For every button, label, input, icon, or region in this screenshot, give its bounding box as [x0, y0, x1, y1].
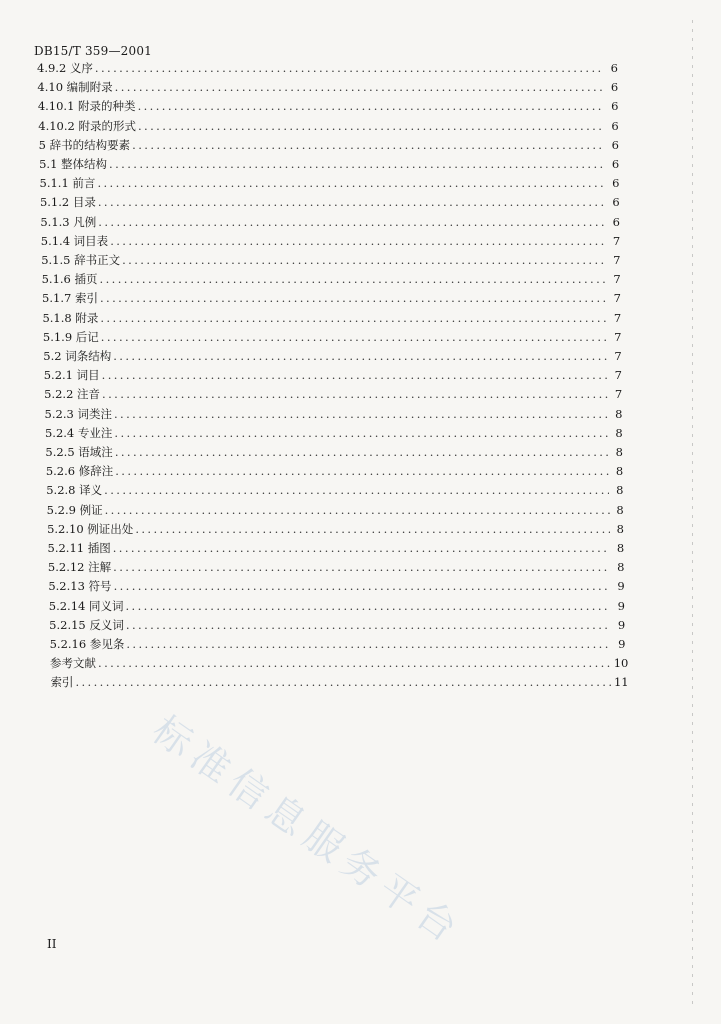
toc-entry-page: 8 [615, 445, 623, 459]
toc-dot-leader [101, 329, 608, 345]
toc-dot-leader [114, 406, 609, 422]
toc-dot-leader [113, 540, 611, 556]
toc-dot-leader [75, 674, 612, 690]
toc-dot-leader [122, 252, 606, 268]
toc-entry [46, 482, 623, 498]
toc-entry-page: 6 [611, 137, 619, 152]
toc-entry-page: 9 [617, 579, 625, 594]
toc-entry-title: 5.2.12 注解 [47, 560, 112, 575]
toc-entry [44, 386, 622, 402]
toc-entry-title: 5.1.2 目录 [39, 195, 96, 210]
toc-entry-page: 9 [618, 637, 626, 651]
toc-entry [41, 233, 620, 249]
toc-dot-leader [132, 137, 605, 153]
toc-entry [48, 540, 625, 556]
toc-entry-page: 7 [613, 310, 622, 325]
toc-entry [50, 655, 629, 671]
toc-dot-leader [114, 425, 608, 441]
toc-dot-leader [102, 367, 608, 383]
toc-entry-page: 6 [611, 157, 620, 171]
toc-dot-leader [126, 617, 611, 633]
toc-entry [42, 290, 621, 306]
toc-dot-leader [100, 271, 607, 287]
page-number-footer: II [47, 937, 57, 951]
toc-entry [38, 98, 619, 114]
toc-entry-page: 8 [615, 425, 623, 440]
toc-entry-title: 5.1 整体结构 [39, 157, 108, 171]
toc-entry [50, 674, 629, 690]
toc-entry-page: 8 [615, 464, 624, 479]
toc-dot-leader [100, 310, 607, 326]
toc-entry-page: 7 [613, 291, 621, 306]
toc-entry-title: 5.2.16 参见条 [49, 637, 125, 651]
toc-entry-page: 7 [614, 387, 623, 402]
toc-entry-page: 6 [612, 214, 620, 229]
toc-entry [48, 578, 624, 594]
toc-dot-leader [95, 60, 604, 76]
toc-entry-title: 4.10 编制附录 [37, 80, 113, 95]
toc-entry-page: 6 [611, 99, 619, 114]
toc-dot-leader [126, 636, 611, 652]
toc-dot-leader [100, 290, 607, 306]
toc-entry-title: 4.9.2 义序 [37, 61, 93, 75]
toc-entry-title: 5 辞书的结构要素 [38, 137, 131, 152]
toc-entry [37, 79, 618, 95]
toc-entry-page: 7 [614, 349, 622, 363]
toc-entry-title: 5.1.6 插页 [41, 272, 98, 287]
toc-entry-title: 5.2.9 例证 [46, 502, 103, 517]
toc-entry-page: 7 [612, 233, 621, 248]
document-code-header: DB15/T 359—2001 [34, 44, 153, 58]
toc-dot-leader [110, 233, 606, 249]
toc-entry-title: 5.1.5 辞书正文 [41, 253, 121, 267]
toc-dot-leader [115, 79, 605, 95]
toc-entry [42, 271, 621, 287]
toc-entry-title: 5.2.3 词类注 [44, 406, 112, 421]
toc-entry-page: 9 [617, 598, 625, 613]
toc-entry [42, 310, 621, 326]
toc-entry-title: 5.2.8 译义 [46, 483, 103, 498]
toc-entry [39, 156, 619, 172]
toc-entry-page: 6 [612, 176, 620, 191]
toc-entry [47, 502, 624, 518]
toc-entry [45, 406, 623, 422]
toc-entry-page: 6 [610, 61, 618, 75]
toc-entry [45, 425, 623, 441]
toc-dot-leader [113, 559, 610, 575]
toc-dot-leader [102, 386, 608, 402]
toc-entry [43, 348, 621, 364]
watermark: 标准信息服务平台 [144, 707, 472, 955]
toc-entry [48, 559, 625, 575]
toc-entry [47, 521, 624, 537]
toc-entry [45, 444, 623, 460]
toc-entry-title: 5.2.11 插图 [47, 541, 111, 555]
toc-entry-page: 7 [613, 253, 621, 267]
toc-entry [44, 367, 622, 383]
toc-entry [38, 118, 618, 134]
toc-entry-page: 8 [616, 521, 624, 536]
toc-entry-page: 8 [616, 483, 624, 498]
toc-entry-title: 5.2.6 修辞注 [45, 464, 114, 479]
toc-entry-title: 5.2.2 注音 [44, 387, 101, 402]
toc-dot-leader [138, 98, 605, 114]
toc-entry [46, 463, 623, 479]
toc-entry-title: 5.2 词条结构 [43, 349, 112, 363]
toc-dot-leader [109, 156, 605, 172]
toc-entry-title: 5.2.1 词目 [43, 368, 100, 383]
toc-dot-leader [97, 175, 605, 191]
toc-entry-page: 11 [613, 675, 629, 690]
toc-entry-page: 6 [610, 80, 619, 95]
toc-entry [40, 214, 620, 230]
toc-entry-title: 5.1.3 凡例 [40, 214, 97, 229]
toc-dot-leader [125, 598, 611, 614]
toc-entry-page: 6 [611, 118, 619, 133]
toc-entry-title: 5.2.5 语域注 [45, 445, 113, 459]
toc-entry-page: 8 [616, 541, 625, 555]
toc-entry [43, 329, 622, 345]
toc-entry-title: 5.1.9 后记 [42, 329, 99, 344]
toc-entry [40, 194, 620, 210]
toc-entry-title: 参考文献 [50, 656, 97, 671]
toc-entry-page: 7 [613, 272, 621, 287]
toc-entry-title: 4.10.1 附录的种类 [37, 99, 136, 114]
toc-entry-title: 索引 [50, 675, 74, 690]
toc-entry-page: 8 [615, 406, 623, 421]
toc-entry-page: 9 [617, 617, 626, 632]
toc-dot-leader [115, 444, 609, 460]
toc-entry-page: 7 [614, 368, 622, 383]
toc-entry-page: 8 [616, 502, 624, 517]
toc-dot-leader [98, 214, 606, 230]
toc-entry [39, 137, 619, 153]
toc-entry [49, 598, 625, 614]
toc-entry-page: 7 [614, 329, 622, 344]
toc-entry-page: 6 [612, 195, 620, 210]
toc-dot-leader [114, 578, 611, 594]
toc-dot-leader [135, 521, 610, 537]
toc-dot-leader [105, 502, 610, 518]
toc-entry-title: 5.1.1 前言 [39, 176, 96, 191]
toc-dot-leader [113, 348, 607, 364]
toc-entry [37, 60, 618, 76]
toc-dot-leader [104, 482, 609, 498]
toc-entry-title: 5.2.15 反义词 [49, 617, 124, 632]
toc-entry-title: 5.1.8 附录 [42, 310, 99, 325]
toc-entry [41, 252, 620, 268]
toc-entry [49, 617, 625, 633]
toc-entry-title: 5.1.7 索引 [42, 291, 98, 306]
toc-entry-title: 4.10.2 附录的形式 [38, 118, 136, 133]
toc-entry-title: 5.2.14 同义词 [48, 598, 124, 613]
toc-dot-leader [138, 118, 605, 134]
toc-entry-title: 5.1.4 词目表 [40, 233, 109, 248]
toc-dot-leader [115, 463, 609, 479]
toc-entry-page: 8 [617, 560, 625, 575]
toc-entry [50, 636, 626, 652]
toc-entry [40, 175, 620, 191]
toc-entry-title: 5.2.10 例证出处 [47, 521, 134, 536]
toc-entry-title: 5.2.4 专业注 [44, 425, 113, 440]
toc-dot-leader [98, 194, 606, 210]
toc-dot-leader [98, 655, 612, 671]
toc-entry-title: 5.2.13 符号 [48, 579, 112, 594]
toc-entry-page: 10 [613, 656, 629, 671]
